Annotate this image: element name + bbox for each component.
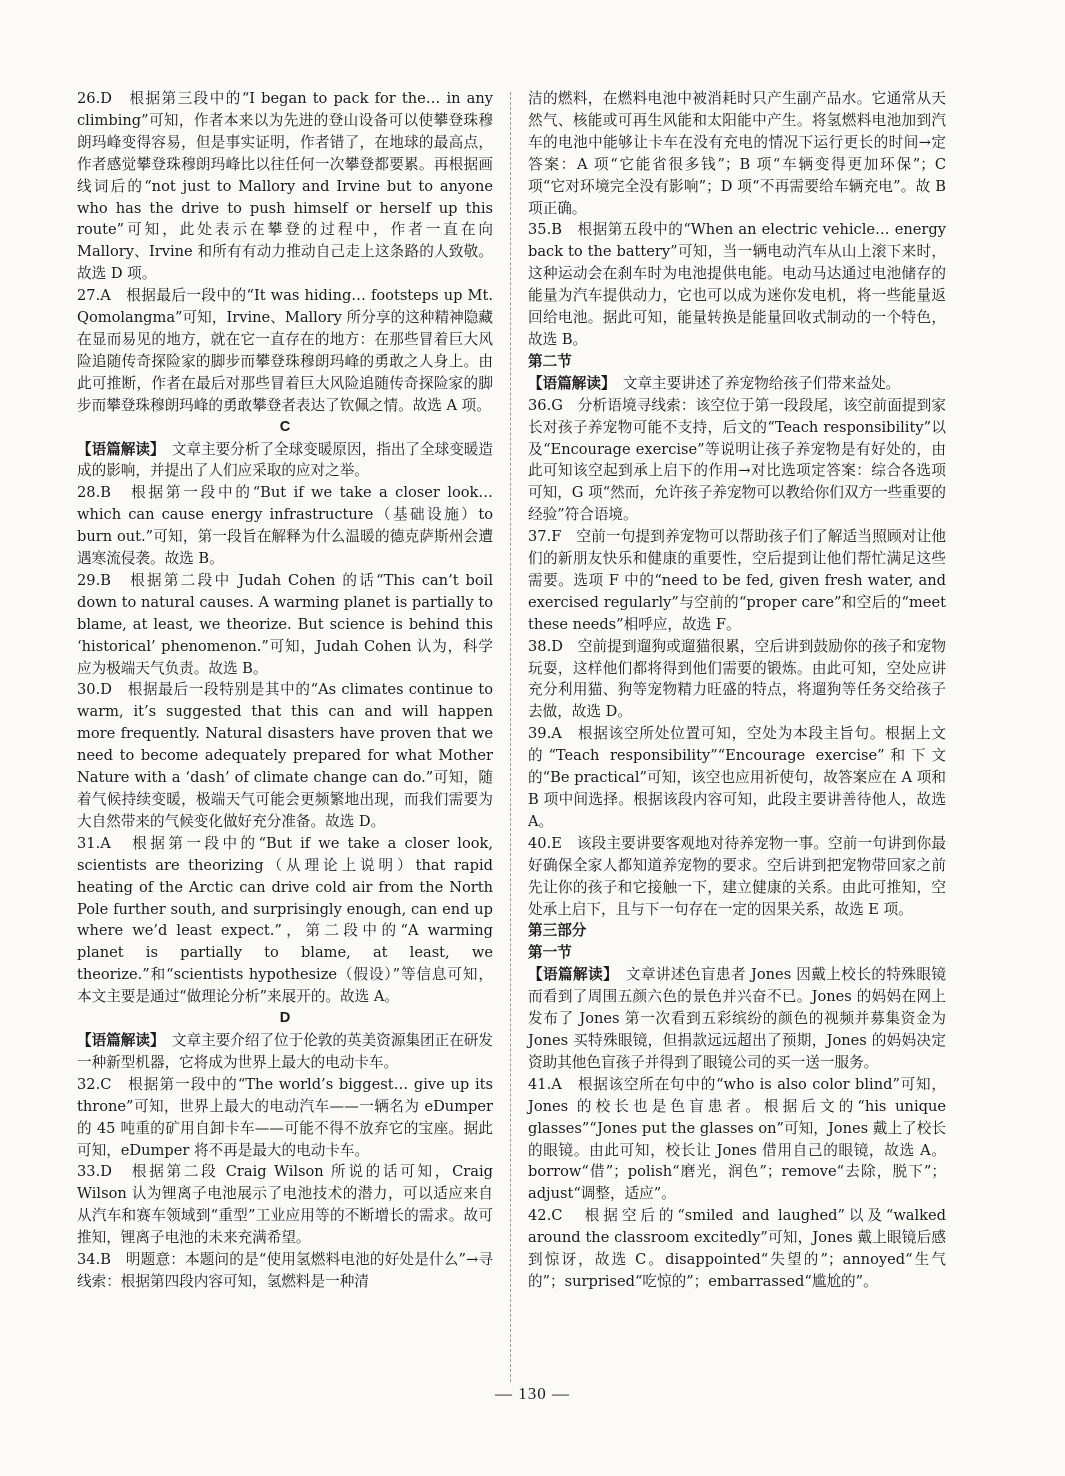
question-number: 36.	[528, 396, 552, 414]
question-number: 39.	[528, 725, 552, 743]
answer-explanation	[77, 482, 493, 570]
question-number: 33.	[77, 1163, 101, 1181]
summary-text: 文章主要介绍了位于伦敦的英美资源集团正在研发一种新型机器，它将成为世界上最大的电动卡车。	[77, 1031, 493, 1071]
left-column	[77, 88, 493, 1293]
explanation-text: D 根据第三段中的“I began to pack for the… in any climbing”可知，作者本来以为先进的登山设备可以使攀登珠穆朗玛峰变得容易，但是事实证明，作者错了，在地球的最高点，作者感觉攀登珠穆朗玛峰比以往任何一次攀登都要累。再根据画线词后的“not just to Mallory and Irvine but to anyone who has the drive to push himself or herself up this route”可知，此处表示在攀登的过程中，作者一直在向 Mallory、Irvine 和所有有动力推动自己走上这条路的人致敬。故选 D 项。	[77, 90, 493, 283]
explanation-text: A 根据该空所处位置可知，空处为本段主旨句。根据上文的“Teach responsibility”“Encourage exercise”和下文的“Be practical”可知，该空也应用祈使句，故答案应在 A 项和 B 项中间选择。根据该段内容可知，此段主要讲善待他人，故选 A。	[528, 725, 946, 830]
question-number: 38.	[528, 637, 552, 655]
column-divider	[510, 92, 511, 1382]
answer-explanation	[77, 570, 493, 680]
section-heading: 第三部分	[528, 922, 587, 940]
answer-explanation	[77, 833, 493, 1008]
section-letter-heading: D	[279, 1010, 291, 1027]
explanation-text: D 根据第二段 Craig Wilson 所说的话可知，Craig Wilson 认为锂离子电池展示了电池技术的潜力，可以适应来自从汽车和赛车领域到“重型”工业应用等的不断增长的需求。故可推知，锂离子电池的未来充满希望。	[77, 1163, 493, 1247]
section-heading: 第一节	[528, 944, 572, 962]
question-number: 32.	[77, 1075, 101, 1093]
right-column	[528, 88, 946, 1293]
question-number: 27.	[77, 287, 101, 305]
answer-explanation	[77, 1074, 493, 1162]
question-number: 37.	[528, 528, 552, 546]
page-number: — 130 —	[495, 1384, 570, 1403]
answer-explanation	[528, 395, 946, 526]
answer-explanation	[77, 285, 493, 416]
answer-explanation	[528, 1205, 946, 1293]
summary-text: 文章主要分析了全球变暖原因，指出了全球变暖造成的影响，并提出了人们应采取的应对之举。	[77, 440, 493, 480]
question-number: 42.	[528, 1207, 552, 1225]
answer-explanation	[528, 833, 946, 921]
explanation-text: C 根据空后的“smiled and laughed”以及“walked around the classroom excitedly”可知，Jones 戴上眼镜后感到惊讶，故选 C。disappointed“失望的”；annoyed“生气的”；surprised“吃惊的”；embarrassed“尴尬的”。	[528, 1207, 946, 1290]
answer-explanation	[528, 723, 946, 833]
question-number: 30.	[77, 681, 101, 699]
answer-explanation	[528, 219, 946, 350]
explanation-text: F 空前一句提到养宠物可以帮助孩子们了解适当照顾对让他们的新朋友快乐和健康的重要性，空后提到让他们帮忙满足这些需要。选项 F 中的“need to be fed, given fresh water, and exercised regularly”与空前的“proper care”和空后的“meet these needs”相呼应，故选 F。	[528, 528, 946, 633]
question-number: 31.	[77, 834, 101, 852]
passage-summary	[77, 439, 493, 483]
explanation-text: B 根据第二段中 Judah Cohen 的话“This can’t boil down to natural causes. A warming planet is partially to blame, at least, we theorize. But science is behind this ‘historical’ phenomenon.”可知，Judah Cohen 认为，科学应为极端天气负责。故选 B。	[77, 571, 493, 677]
section-heading: 第二节	[528, 352, 572, 370]
explanation-text: B 根据第一段中的“But if we take a closer look… which can cause energy infrastructure（基础设施）to burn out.”可知，第一段旨在解释为什么温暖的德克萨斯州会遭遇寒流侵袭。故选 B。	[77, 484, 493, 568]
question-number: 40.	[528, 834, 552, 852]
answer-explanation	[77, 88, 493, 285]
summary-text: 文章主要讲述了养宠物给孩子们带来益处。	[608, 374, 901, 392]
answer-explanation	[528, 1074, 946, 1205]
answer-explanation	[77, 1249, 493, 1293]
summary-label: 【语篇解读】	[77, 1031, 158, 1049]
explanation-text: C 根据第一段中的“The world’s biggest… give up its throne”可知，世界上最大的电动汽车——一辆名为 eDumper 的 45 吨重的矿用自卸卡车——可能不得不放弃它的宝座。据此可知，eDumper 将不再是最大的电动卡车。	[77, 1075, 493, 1159]
passage-summary	[77, 1030, 493, 1074]
explanation-text: B 明题意：本题问的是“使用氢燃料电池的好处是什么”→寻线索：根据第四段内容可知，氢燃料是一种清	[77, 1251, 493, 1290]
question-number: 29.	[77, 571, 101, 589]
explanation-text: A 根据最后一段中的“It was hiding… footsteps up Mt. Qomolangma”可知，Irvine、Mallory 所分享的这种精神隐藏在显而易见的地方，就在它一直存在的地方：在那些冒着巨大风险追随传奇探险家的脚步而攀登珠穆朗玛峰的勇敢之人身上。由此可推断，作者在最后对那些冒着巨大风险追随传奇探险家的脚步而攀登珠穆朗玛峰的勇敢攀登者表达了钦佩之情。故选 A 项。	[77, 287, 493, 414]
question-number: 41.	[528, 1075, 552, 1093]
explanation-text: A 根据第一段中的“But if we take a closer look, scientists are theorizing（从理论上说明）that rapid heating of the Arctic can drive cold air from the North Pole further south, and surprisingly enough, can end up where we’d least expect.”，第二段中的“A warming planet is partially to blame, at least, we theorize.”和“scientists hypothesize（假设）”等信息可知，本文主要是通过“做理论分析”来展开的。故选 A。	[77, 834, 493, 1006]
section-letter-heading: C	[279, 418, 291, 435]
answer-explanation	[77, 679, 493, 832]
passage-summary	[528, 373, 946, 395]
summary-text: 文章讲述色盲患者 Jones 因戴上校长的特殊眼镜而看到了周围五颜六色的景色并兴奋不已。Jones 的妈妈在网上发布了 Jones 第一次看到五彩缤纷的颜色的视频并募集资金为 Jones 买特殊眼镜，但捐款远远超出了预期，Jones 的妈妈决定资助其他色盲孩子并得到了眼镜公司的买一送一服务。	[528, 966, 946, 1071]
question-number: 35.	[528, 221, 552, 239]
explanation-text: G 分析语境寻线索：该空位于第一段段尾，该空前面提到家长对孩子养宠物可能不支持，后文的“Teach responsibility”以及“Encourage exercise”等说明让孩子养宠物是有好处的，由此可知该空起到承上启下的作用→对比选项定答案：综合各选项可知，G 项“然而，允许孩子养宠物可以教给你们双方一些重要的经验”符合语境。	[528, 396, 946, 524]
summary-label: 【语篇解读】	[528, 374, 609, 392]
explanation-text: A 根据该空所在句中的“who is also color blind”可知，Jones 的校长也是色盲患者。根据后文的“his unique glasses”“Jones put the glasses on”可知，Jones 戴上了校长的眼镜。由此可知，校长让 Jones 借用自己的眼镜，故选 A。borrow“借”；polish“磨光，润色”；remove“去除，脱下”；adjust“调整，适应”。	[528, 1075, 946, 1203]
answer-continuation: 洁的燃料，在燃料电池中被消耗时只产生副产品水。它通常从天然气、核能或可再生风能和太阳能中产生。将氢燃料电池加到汽车的电池中能够让卡车在没有充电的情况下运行更长的时间→定答案：A 项“它能省很多钱”；B 项“车辆变得更加环保”；C 项“它对环境完全没有影响”；D 项“不再需要给车辆充电”。故 B 项正确。	[528, 90, 946, 217]
explanation-text: B 根据第五段中的“When an electric vehicle… energy back to the battery”可知，当一辆电动汽车从山上滚下来时，这种运动会在刹车时为电池提供电能。电动马达通过电池储存的能量为汽车提供动力，它也可以成为迷你发电机，将一些能量返回给电池。据此可知，能量转换是能量回收式制动的一个特色，故选 B。	[528, 221, 946, 348]
summary-label: 【语篇解读】	[77, 440, 158, 458]
answer-explanation	[528, 636, 946, 724]
question-number: 34.	[77, 1251, 101, 1269]
explanation-text: D 根据最后一段特别是其中的“As climates continue to warm, it’s suggested that this can and will happen more frequently. Natural disasters have proven that we need to become adequately prepared for what Mother Nature with a ‘dash’ of climate change can do.”可知，随着气候持续变暖，极端天气可能会更频繁地出现，而我们需要为大自然带来的气候变化做好充分准备。故选 D。	[77, 681, 493, 830]
question-number: 28.	[77, 484, 101, 502]
passage-summary	[528, 964, 946, 1074]
answer-explanation	[528, 526, 946, 636]
answer-explanation	[77, 1161, 493, 1249]
question-number: 26.	[77, 90, 101, 107]
explanation-text: E 该段主要讲要客观地对待养宠物一事。空前一句讲到你最好确保全家人都知道养宠物的要求。空后讲到把宠物带回家之前先让你的孩子和它接触一下，建立健康的关系。由此可推知，空处承上启下，且与下一句存在一定的因果关系，故选 E 项。	[528, 834, 946, 918]
summary-label: 【语篇解读】	[528, 966, 611, 984]
explanation-text: D 空前提到遛狗或遛猫很累，空后讲到鼓励你的孩子和宠物玩耍，这样他们都将得到他们需要的锻炼。由此可知，空处应讲充分利用猫、狗等宠物精力旺盛的特点，将遛狗等任务交给孩子去做，故选 D。	[528, 637, 946, 721]
